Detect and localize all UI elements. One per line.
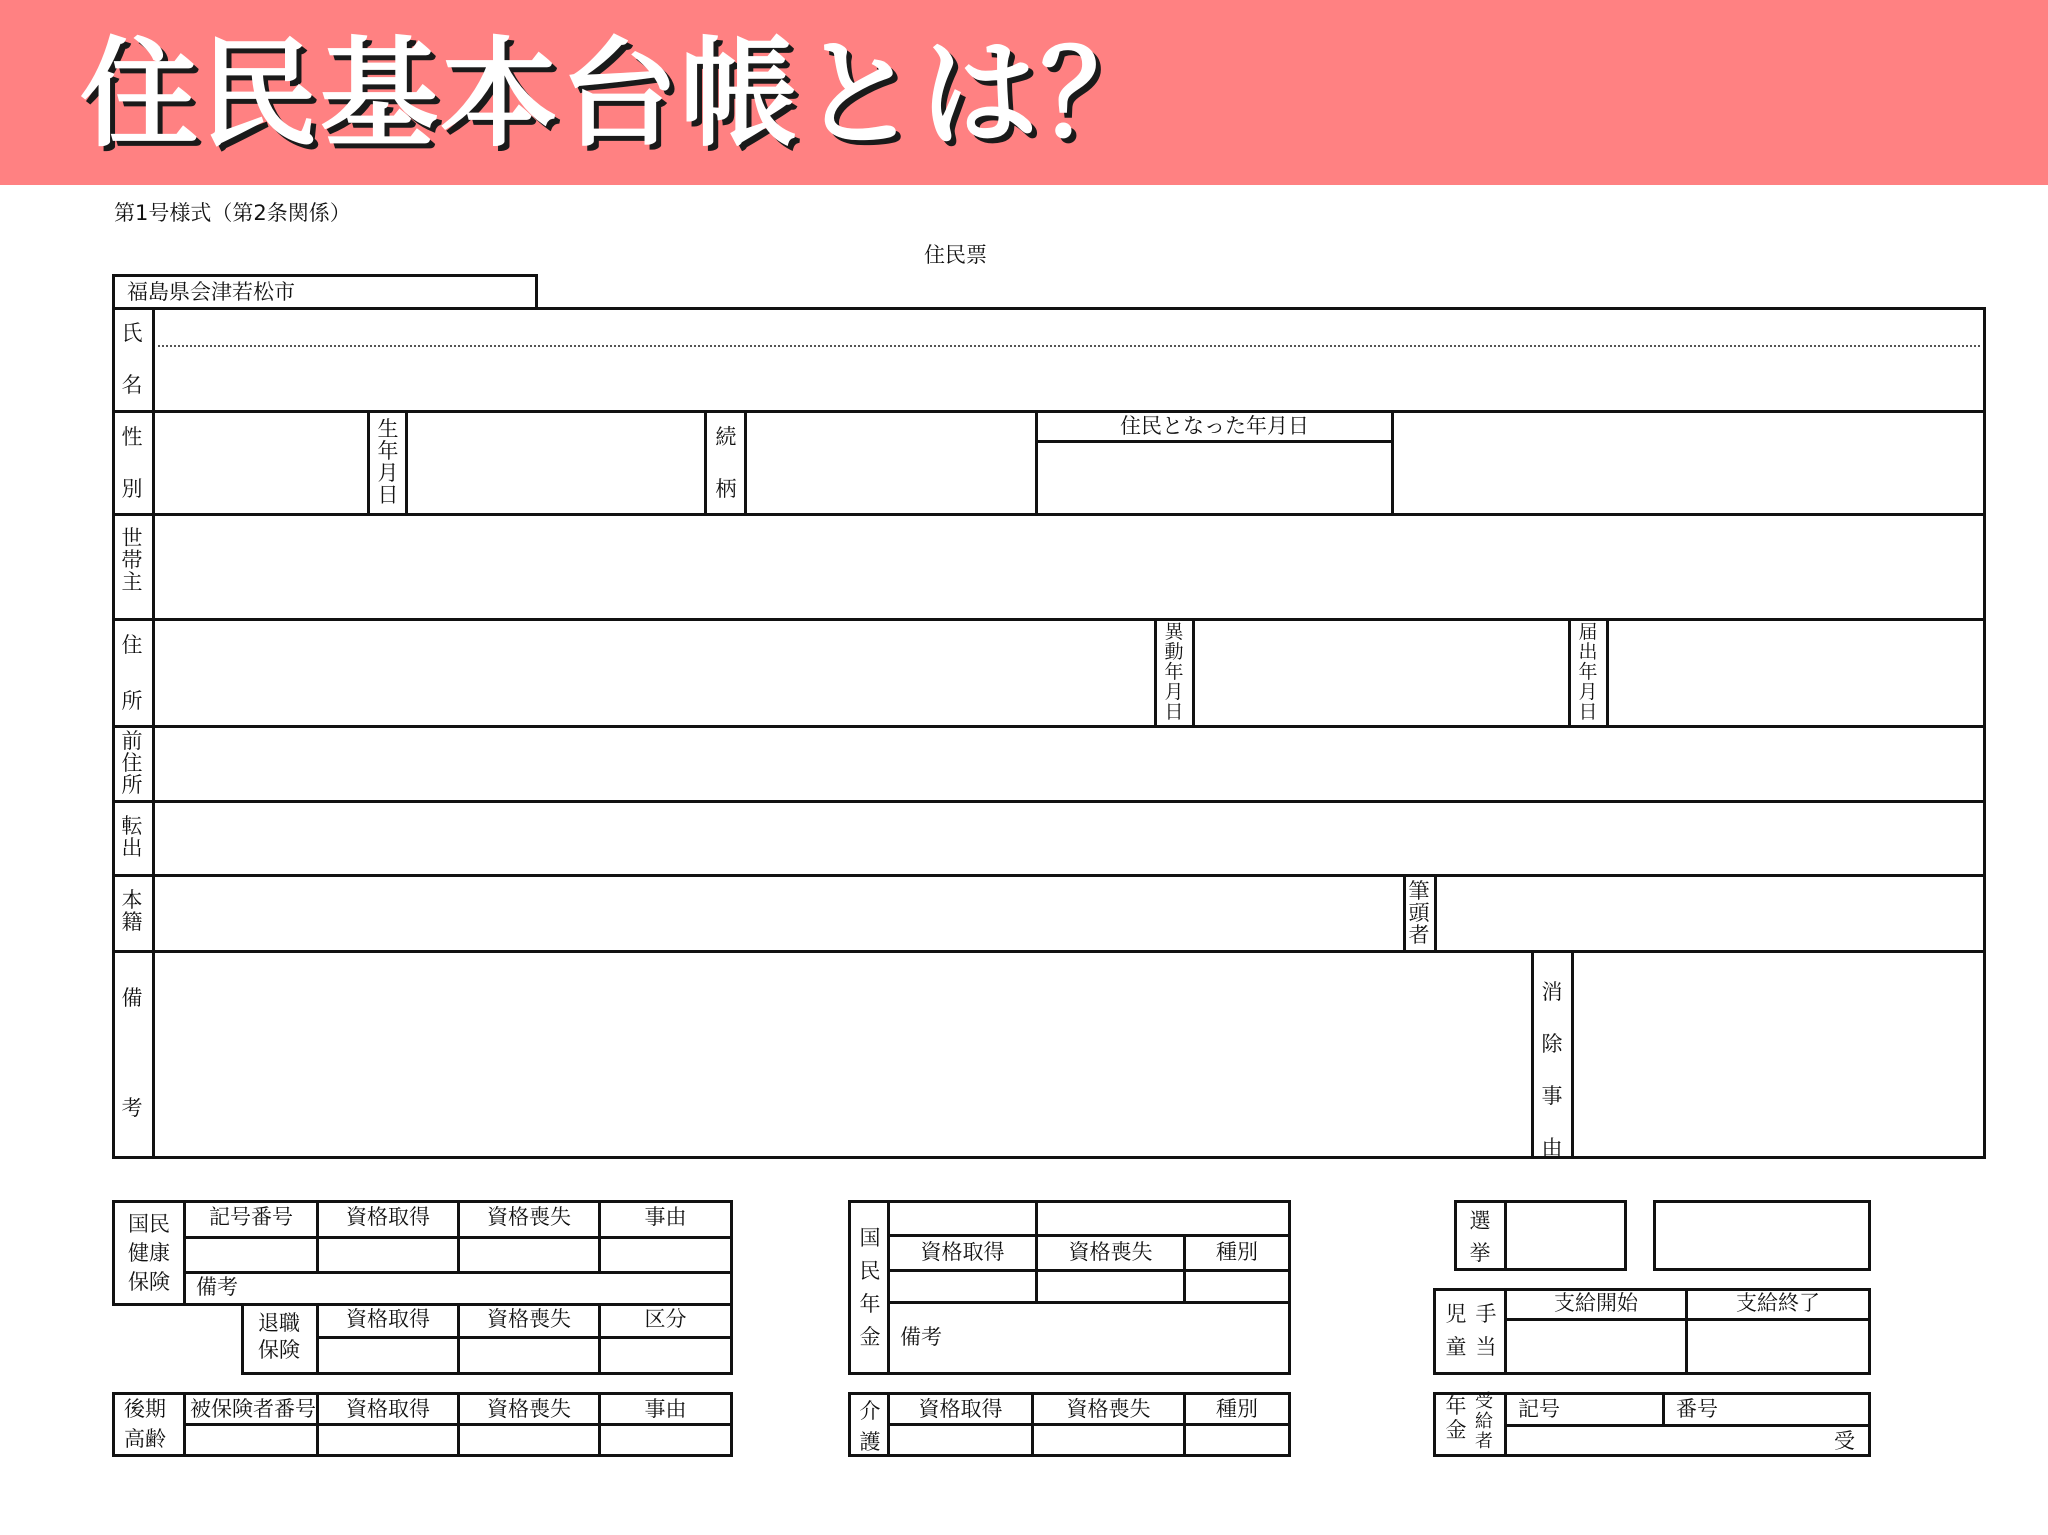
pension-recipient-header-number: 番号 (1676, 1397, 1718, 1421)
head-of-register-field[interactable] (1439, 879, 1980, 945)
cell-divider (887, 1301, 1291, 1304)
deletion-reason-field[interactable] (1576, 955, 1980, 1153)
title-banner (0, 0, 2048, 185)
row-divider (112, 618, 1986, 621)
cell-divider (1035, 440, 1394, 443)
notify-date-field[interactable] (1611, 623, 1981, 721)
cell-divider (1192, 618, 1195, 728)
child-allowance-label-2: 手当 (1475, 1302, 1497, 1359)
elderly-label-1: 後期 (124, 1397, 166, 1421)
cell-divider (1606, 618, 1609, 728)
cell-divider (183, 1423, 733, 1426)
nhi-remarks-row (183, 1271, 733, 1306)
change-date-field[interactable] (1197, 623, 1567, 721)
row-divider (112, 725, 1986, 728)
cell-divider (1504, 1424, 1871, 1427)
care-label: 介護 (859, 1399, 881, 1454)
municipality-box (112, 274, 538, 310)
moving-out-field[interactable] (158, 805, 1980, 871)
label-sex-1: 性 (121, 425, 143, 449)
cell-divider (1504, 1200, 1507, 1271)
municipality: 福島県会津若松市 (127, 280, 295, 304)
elderly-header-reason: 事由 (644, 1397, 687, 1421)
nhi-remarks-label: 備考 (196, 1275, 238, 1299)
child-allowance-header-end: 支給終了 (1736, 1291, 1820, 1315)
row-divider (112, 800, 1986, 803)
label-became-resident: 住民となった年月日 (1120, 414, 1309, 438)
row-divider (112, 513, 1986, 516)
label-notify-date: 届出年月日 (1578, 621, 1598, 723)
pension-header-acquired: 資格取得 (920, 1240, 1005, 1264)
child-allowance-label-1: 児童 (1445, 1302, 1467, 1359)
cell-divider (1662, 1392, 1665, 1425)
elderly-header-acquired: 資格取得 (346, 1397, 430, 1421)
cell-divider (316, 1336, 733, 1339)
label-householder: 世帯主 (121, 526, 143, 594)
pension-remarks-label: 備考 (900, 1325, 942, 1349)
label-relation-2: 柄 (715, 477, 737, 501)
elderly-header-number: 被保険者番号 (190, 1397, 316, 1421)
label-deletion-reason: 消除事由 (1541, 980, 1563, 1160)
label-sex-2: 別 (121, 477, 143, 501)
cell-divider (1531, 950, 1534, 1159)
nhi-header-lost: 資格喪失 (487, 1205, 571, 1229)
label-moving-out: 転出 (121, 814, 143, 860)
cell-divider (704, 410, 707, 516)
address-field[interactable] (158, 623, 1158, 721)
election-extra-box[interactable] (1653, 1200, 1871, 1271)
cell-divider (887, 1423, 1291, 1426)
pension-header-type: 種別 (1216, 1240, 1258, 1264)
document-title: 住民票 (924, 243, 987, 267)
label-head-of-register: 筆頭者 (1408, 879, 1430, 947)
birth-date-field[interactable] (410, 414, 702, 510)
cell-divider (887, 1234, 1291, 1237)
nhi-label: 国民健康保険 (128, 1212, 170, 1294)
sex-field[interactable] (158, 414, 364, 510)
election-label: 選挙 (1469, 1209, 1491, 1265)
cell-divider (1568, 618, 1571, 728)
remarks-field[interactable] (158, 955, 1528, 1153)
cell-divider (887, 1200, 890, 1375)
relation-field[interactable] (749, 414, 1033, 510)
name-field[interactable] (158, 349, 1980, 407)
label-remarks-1: 備 (121, 986, 143, 1010)
page-title: 住民基本台帳とは？ (80, 25, 1161, 163)
retire-header-category: 区分 (644, 1307, 687, 1331)
row-divider (112, 410, 1986, 413)
label-domicile: 本籍 (121, 888, 143, 934)
form-number: 第1号様式（第2条関係） (114, 201, 351, 225)
cell-divider (887, 1269, 1291, 1272)
elderly-header-lost: 資格喪失 (487, 1397, 571, 1421)
householder-field[interactable] (158, 518, 1980, 614)
pension-recipient-label-1: 年金 (1445, 1394, 1467, 1442)
care-header-lost: 資格喪失 (1066, 1397, 1151, 1421)
label-address-1: 住 (121, 633, 143, 657)
child-allowance-header-start: 支給開始 (1554, 1291, 1638, 1315)
row-divider (112, 950, 1986, 953)
label-address-2: 所 (121, 689, 143, 713)
cell-divider (1504, 1318, 1871, 1321)
cell-divider (1154, 618, 1157, 728)
elderly-label-2: 高齢 (124, 1427, 166, 1451)
domicile-field[interactable] (158, 879, 1398, 945)
became-resident-date-field[interactable] (1040, 445, 1388, 511)
row-divider (112, 874, 1986, 877)
prev-address-field[interactable] (158, 730, 1980, 796)
furigana-dotted-line (158, 345, 1980, 347)
label-change-date: 異動年月日 (1164, 621, 1184, 723)
label-prev-address: 前住所 (121, 729, 143, 797)
label-birth: 生年月日 (377, 417, 399, 507)
became-resident-extra-field[interactable] (1396, 414, 1980, 510)
pension-recipient-note: 受 (1834, 1429, 1855, 1453)
care-header-acquired: 資格取得 (918, 1397, 1003, 1421)
retire-header-acquired: 資格取得 (346, 1307, 430, 1331)
nhi-header-reason: 事由 (644, 1205, 687, 1229)
pension-recipient-header-symbol: 記号 (1518, 1397, 1560, 1421)
nhi-header-acquired: 資格取得 (346, 1205, 430, 1229)
retire-header-lost: 資格喪失 (487, 1307, 571, 1331)
cell-divider (1434, 874, 1437, 953)
label-column-divider (152, 307, 155, 1159)
label-name-2: 名 (121, 373, 143, 397)
label-name-1: 氏 (121, 321, 143, 345)
pension-header-lost: 資格喪失 (1068, 1240, 1153, 1264)
label-remarks-2: 考 (121, 1096, 143, 1120)
cell-divider (183, 1236, 733, 1239)
retire-label: 退職保険 (258, 1311, 300, 1362)
cell-divider (405, 410, 408, 516)
cell-divider (744, 410, 747, 516)
cell-divider (1391, 410, 1394, 516)
cell-divider (1571, 950, 1574, 1159)
nhi-header-number: 記号番号 (209, 1205, 293, 1229)
pension-label: 国民年金 (859, 1226, 881, 1349)
label-relation-1: 続 (715, 425, 737, 449)
cell-divider (367, 410, 370, 516)
care-header-type: 種別 (1216, 1397, 1258, 1421)
pension-recipient-label-2: 受給者 (1475, 1391, 1493, 1452)
